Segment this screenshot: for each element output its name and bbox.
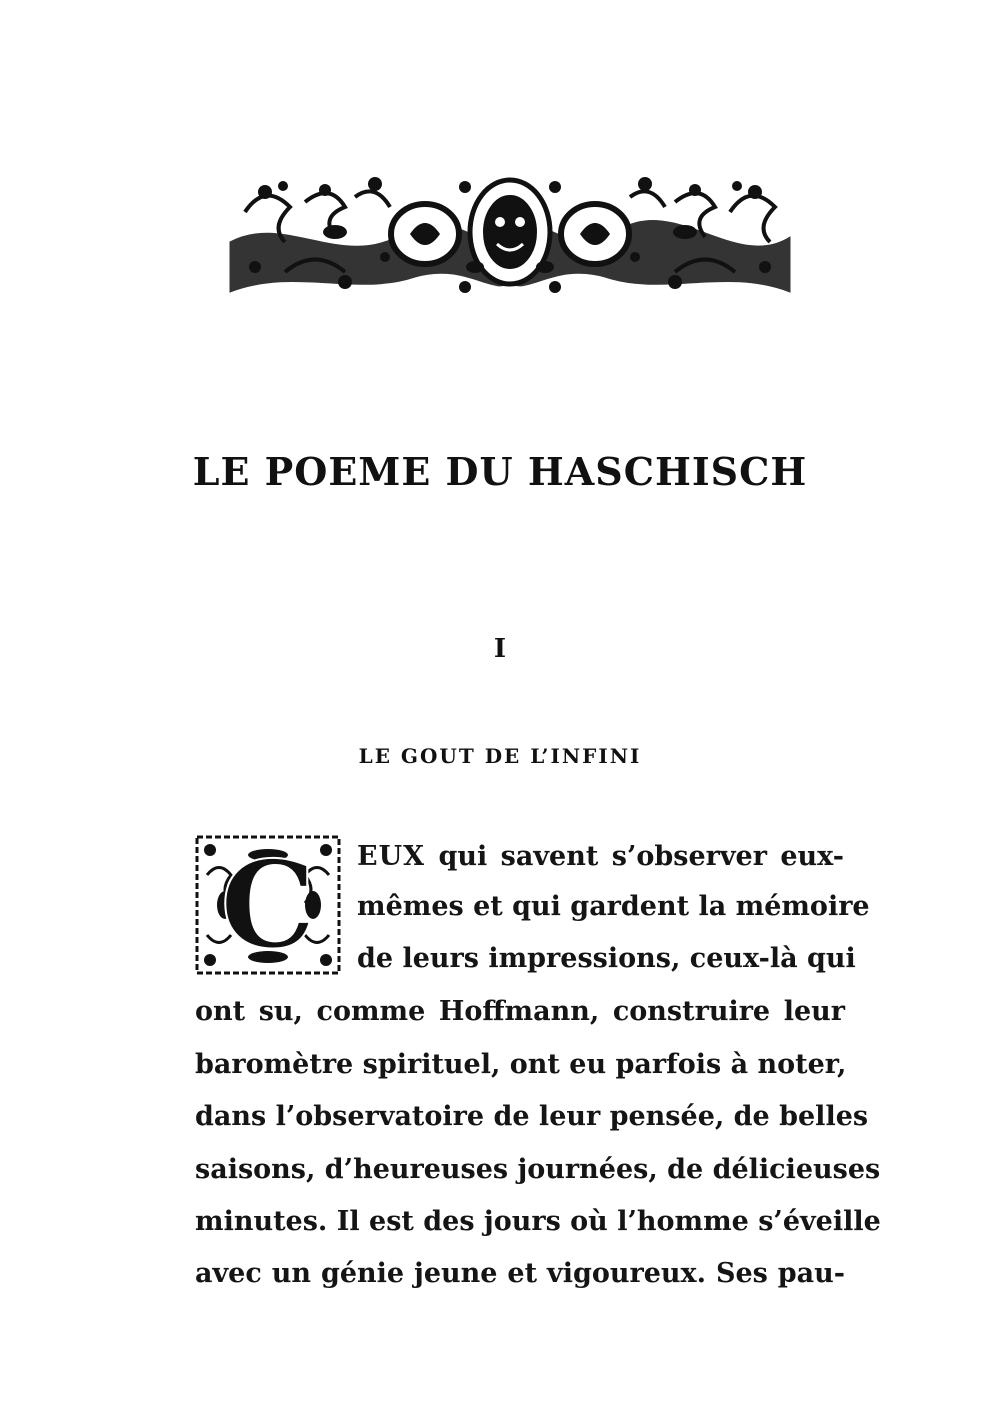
chapter-number: I <box>493 634 507 664</box>
chapter-title: LE GOUT DE L’INFINI <box>358 744 642 768</box>
text-line-3: de leurs impressions, ceux-là qui <box>357 943 856 974</box>
drop-cap-letter: C <box>220 835 316 975</box>
text-line-4: ont su, comme Hoffmann, construire leur <box>195 996 845 1027</box>
book-title: LE POEME DU HASCHISCH <box>192 449 808 494</box>
ornamental-headpiece <box>225 172 795 300</box>
text-line-5: baromètre spirituel, ont eu parfois à noter, <box>195 1049 847 1080</box>
text-line-1: qui savent s’observer eux- <box>425 841 844 872</box>
text-line-9: avec un génie jeune et vigoureux. Ses pau- <box>195 1258 845 1289</box>
text-line-2: mêmes et qui gardent la mémoire <box>357 891 870 922</box>
text-line-6: dans l’observatoire de leur pensée, de belles <box>195 1101 869 1132</box>
text-line-7: saisons, d’heureuses journées, de délicieuses <box>195 1154 881 1185</box>
text-line-8: minutes. Il est des jours où l’homme s’éveille <box>195 1206 881 1237</box>
first-word-rest: EUX <box>357 841 426 872</box>
text-line <box>357 837 844 877</box>
ornamental-drop-cap <box>195 835 341 975</box>
